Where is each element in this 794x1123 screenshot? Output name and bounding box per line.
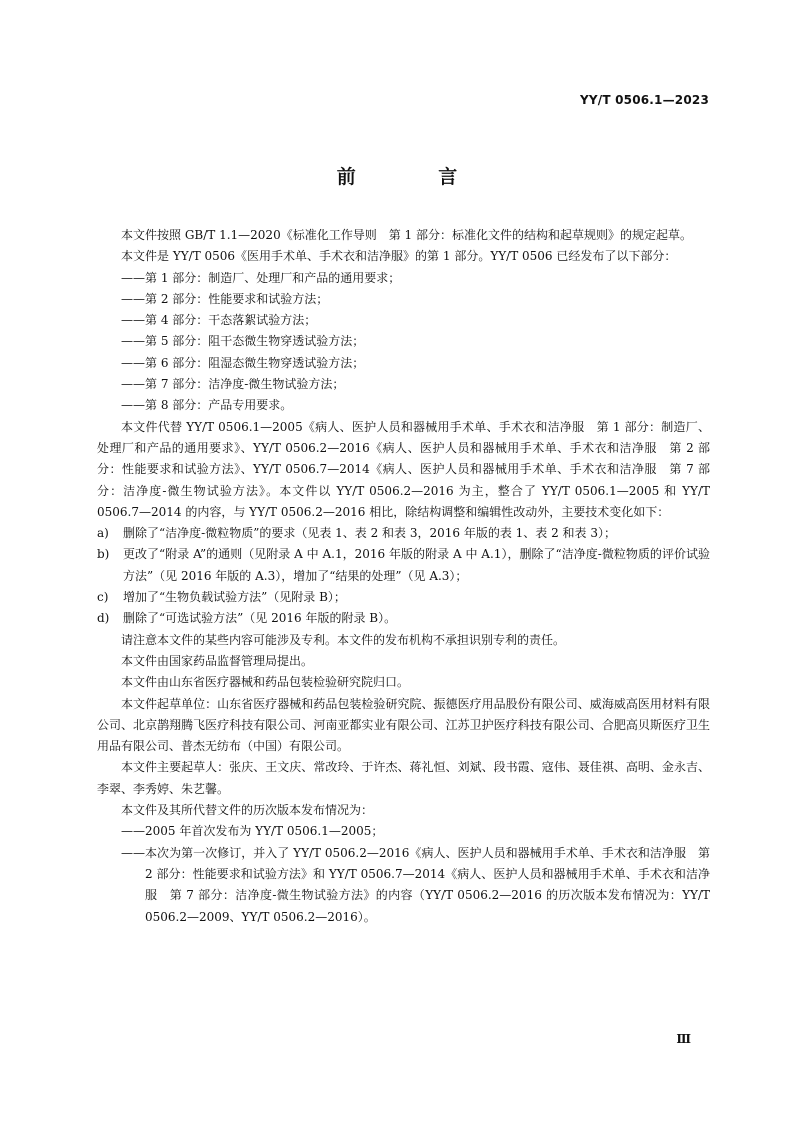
paragraph-history-intro: 本文件及其所代替文件的历次版本发布情况为：	[121, 803, 374, 818]
paragraph-replacement: 本文件代替 YY/T 0506.1—2005《病人、医护人员和器械用手术单、手术衣和洁净服 第 1 部分：制造厂、处理厂和产品的通用要求》、YY/T 0506.2—2016《病人、医护人员和器械用手术单、手术衣和洁净服 第 2 部分：性能要求和试验方法》、YY/T 0506.7—2014《病人、医护人员和器械用手术单、手术衣和洁净服 第 7 部分：洁净度-微生物试验方法》。本文件以 YY/T 0506.2—2016 为主，整合了 YY/T 0506.1—2005 和 YY/T 0506.7—2014 的内容，与 YY/T 0506.2—2016 相比，除结构调整和编辑性改动外，主要技术变化如下：	[97, 419, 710, 519]
paragraph-drafting-units: 本文件起草单位：山东省医疗器械和药品包装检验研究院、振德医疗用品股份有限公司、威海威高医用材料有限公司、北京鹊翔腾飞医疗科技有限公司、河南亚都实业有限公司、江苏卫护医疗科技有限公司、合肥高贝斯医疗卫生用品有限公司、普杰无纺布（中国）有限公司。	[97, 696, 710, 754]
change-label: d)	[97, 611, 110, 626]
history-item: ——2005 年首次发布为 YY/T 0506.1—2005；	[121, 824, 384, 839]
paragraph-series-intro: 本文件是 YY/T 0506《医用手术单、手术衣和洁净服》的第 1 部分。YY/T 0506 已经发布了以下部分：	[121, 249, 677, 264]
list-item: ——第 8 部分：产品专用要求。	[121, 398, 293, 413]
change-text: 更改了“附录 A”的通则（见附录 A 中 A.1，2016 年版的附录 A 中 A.1），删除了“洁净度-微粒物质的评价试验方法”（见 2016 年版的 A.3），增加了“结果的处理”（见 A.3）；	[123, 547, 710, 583]
standard-code: YY/T 0506.1—2023	[579, 93, 709, 107]
page-title: 前 言	[336, 166, 496, 188]
list-item: ——第 2 部分：性能要求和试验方法；	[121, 291, 329, 306]
change-text: 删除了“洁净度-微粒物质”的要求（见表 1、表 2 和表 3，2016 年版的表 1、表 2 和表 3）；	[123, 526, 617, 541]
change-item	[97, 523, 710, 544]
list-item: ——第 5 部分：阻干态微生物穿透试验方法；	[121, 334, 365, 349]
change-text: 删除了“可选试验方法”（见 2016 年版的附录 B）。	[123, 611, 397, 626]
change-label: a)	[97, 526, 109, 541]
change-label: c)	[97, 590, 109, 605]
change-item	[97, 544, 710, 587]
change-item	[97, 608, 710, 629]
list-item: ——第 4 部分：干态落絮试验方法；	[121, 313, 317, 328]
change-text: 增加了“生物负载试验方法”（见附录 B）；	[123, 590, 346, 605]
page-number: Ⅲ	[676, 1032, 691, 1046]
paragraph-proposer: 本文件由国家药品监督管理局提出。	[121, 653, 314, 668]
list-item: ——第 6 部分：阻湿态微生物穿透试验方法；	[121, 355, 365, 370]
history-item: ——本次为第一次修订，并入了 YY/T 0506.2—2016《病人、医护人员和器械用手术单、手术衣和洁净服 第 2 部分：性能要求和试验方法》和 YY/T 0506.7—2014《病人、医护人员和器械用手术单、手术衣和洁净服 第 7 部分：洁净度-微生物试验方法》的内容（YY/T 0506.2—2016 的历次版本发布情况为：YY/T 0506.2—2009、YY/T 0506.2—2016）。	[121, 845, 710, 924]
paragraph-drafters: 本文件主要起草人：张庆、王文庆、常改玲、于许杰、蒋礼恒、刘斌、段书霞、寇伟、聂佳祺、高明、金永吉、李翠、李秀婷、朱艺馨。	[97, 760, 710, 796]
paragraph-centralized: 本文件由山东省医疗器械和药品包装检验研究院归口。	[121, 675, 410, 690]
change-label: b)	[97, 547, 110, 562]
list-item: ——第 7 部分：洁净度-微生物试验方法；	[121, 377, 345, 392]
change-item	[97, 587, 710, 608]
paragraph-patent-notice: 请注意本文件的某些内容可能涉及专利。本文件的发布机构不承担识别专利的责任。	[121, 632, 566, 647]
document-body	[97, 225, 710, 928]
list-item: ——第 1 部分：制造厂、处理厂和产品的通用要求；	[121, 270, 401, 285]
paragraph-drafting-rules: 本文件按照 GB/T 1.1—2020《标准化工作导则 第 1 部分：标准化文件的结构和起草规则》的规定起草。	[121, 228, 692, 242]
